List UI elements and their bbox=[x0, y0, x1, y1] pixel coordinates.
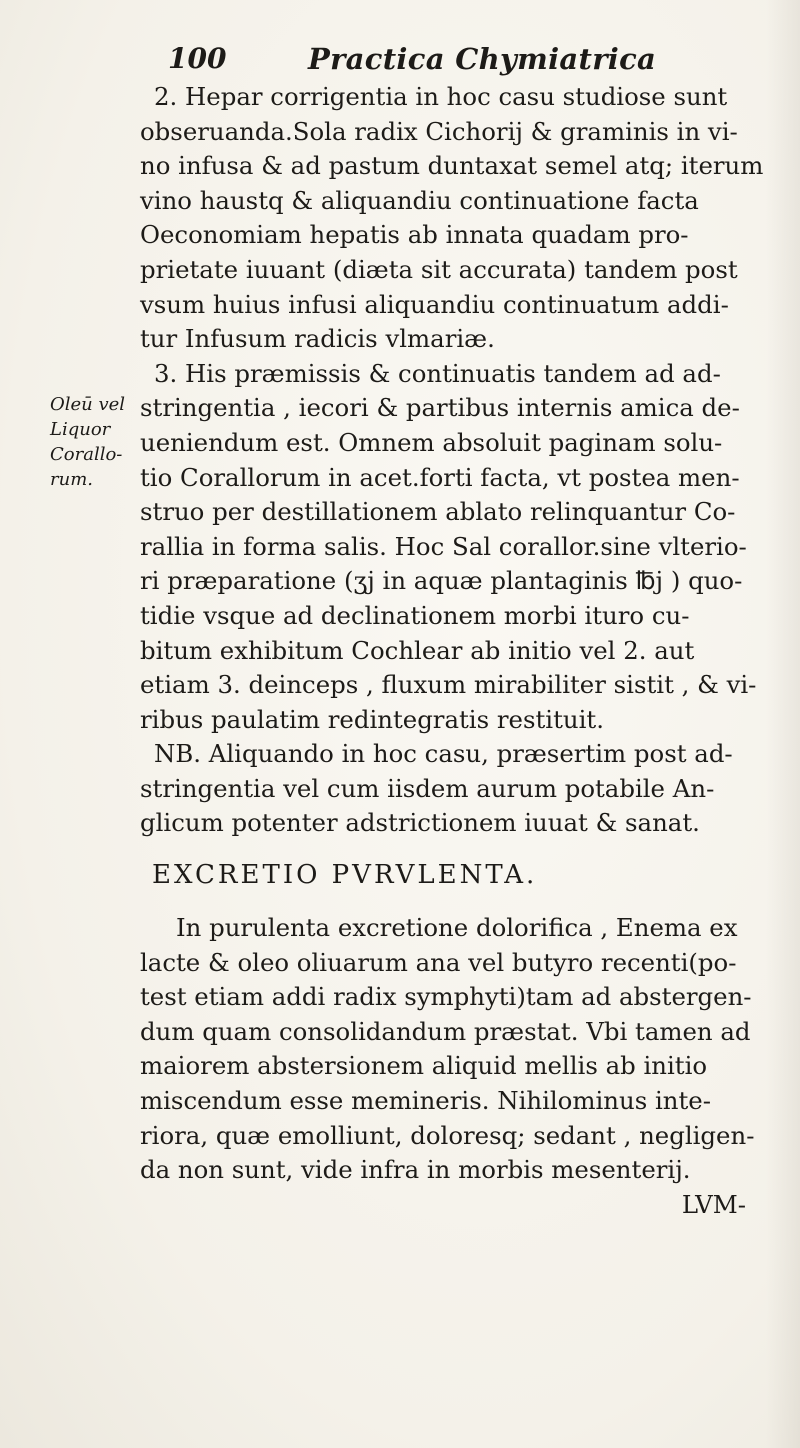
text-line: rallia in forma salis. Hoc Sal corallor.sine vlterio- bbox=[140, 531, 747, 561]
text-line: tur Infusum radicis vlmariæ. bbox=[140, 324, 495, 354]
text-line: ueniendum est. Omnem absoluit paginam solu- bbox=[140, 427, 723, 457]
text-line: vino haustq & aliquandiu continuatione facta bbox=[140, 185, 699, 215]
text-line: tio Corallorum in acet.forti facta, vt postea men- bbox=[140, 462, 740, 492]
text-line: no infusa & ad pastum duntaxat semel atq; iterum bbox=[140, 151, 764, 181]
section-heading: EXCRETIO PVRVLENTA. bbox=[152, 860, 538, 891]
text-line: da non sunt, vide infra in morbis mesenterij. bbox=[140, 1155, 691, 1185]
text-line: stringentia vel cum iisdem aurum potabile An- bbox=[140, 773, 715, 803]
text-line: 3. His præmissis & continuatis tandem ad ad- bbox=[154, 358, 721, 388]
text-line: stringentia , iecori & partibus internis amica de- bbox=[140, 393, 740, 423]
text-line: maiorem abstersionem aliquid mellis ab initio bbox=[140, 1051, 708, 1081]
text-line: Oeconomiam hepatis ab innata quadam pro- bbox=[140, 220, 689, 250]
running-title: Practica Chymiatrica bbox=[308, 42, 657, 76]
margin-note-line: Liquor bbox=[50, 419, 111, 440]
text-line: glicum potenter adstrictionem iuuat & sanat. bbox=[140, 808, 700, 838]
text-line: NB. Aliquando in hoc casu, præsertim post ad- bbox=[154, 739, 733, 769]
text-line: bitum exhibitum Cochlear ab initio vel 2. aut bbox=[140, 635, 695, 665]
text-line: riora, quæ emolliunt, doloresq; sedant , negligen- bbox=[140, 1120, 755, 1150]
text-line: vsum huius infusi aliquandiu continuatum addi- bbox=[140, 289, 729, 319]
text-line: lacte & oleo oliuarum ana vel butyro recenti(po- bbox=[140, 947, 737, 977]
text-line: ribus paulatim redintegratis restituit. bbox=[140, 704, 604, 734]
text-line: dum quam consolidandum præstat. Vbi tamen ad bbox=[140, 1016, 751, 1046]
margin-note-line: rum. bbox=[50, 469, 93, 490]
text-line: etiam 3. deinceps , fluxum mirabiliter sistit , & vi- bbox=[140, 670, 757, 700]
text-line: obseruanda.Sola radix Cichorij & graminis in vi- bbox=[140, 116, 738, 146]
page-number: 100 bbox=[168, 42, 227, 75]
body-text bbox=[140, 80, 774, 1222]
text-line: 2. Hepar corrigentia in hoc casu studiose sunt bbox=[154, 82, 728, 111]
page-header bbox=[168, 42, 768, 82]
text-line: struo per destillationem ablato relinquantur Co- bbox=[140, 497, 736, 527]
text-line: tidie vsque ad declinationem morbi ituro cu- bbox=[140, 600, 690, 630]
catchword: LVM- bbox=[681, 1189, 746, 1219]
text-line: In purulenta excretione dolorifica , Enema ex bbox=[176, 913, 738, 943]
margin-note-line: Corallo- bbox=[50, 444, 123, 465]
margin-note bbox=[50, 392, 140, 492]
text-line: ri præparatione (ʒj in aquæ plantaginis ℔j ) quo- bbox=[140, 566, 743, 596]
text-line: prietate iuuant (diæta sit accurata) tandem post bbox=[140, 254, 738, 284]
text-line: miscendum esse memineris. Nihilominus inte- bbox=[140, 1086, 711, 1116]
margin-note-line: Oleū vel bbox=[50, 394, 126, 415]
text-line: test etiam addi radix symphyti)tam ad abstergen- bbox=[140, 982, 752, 1012]
